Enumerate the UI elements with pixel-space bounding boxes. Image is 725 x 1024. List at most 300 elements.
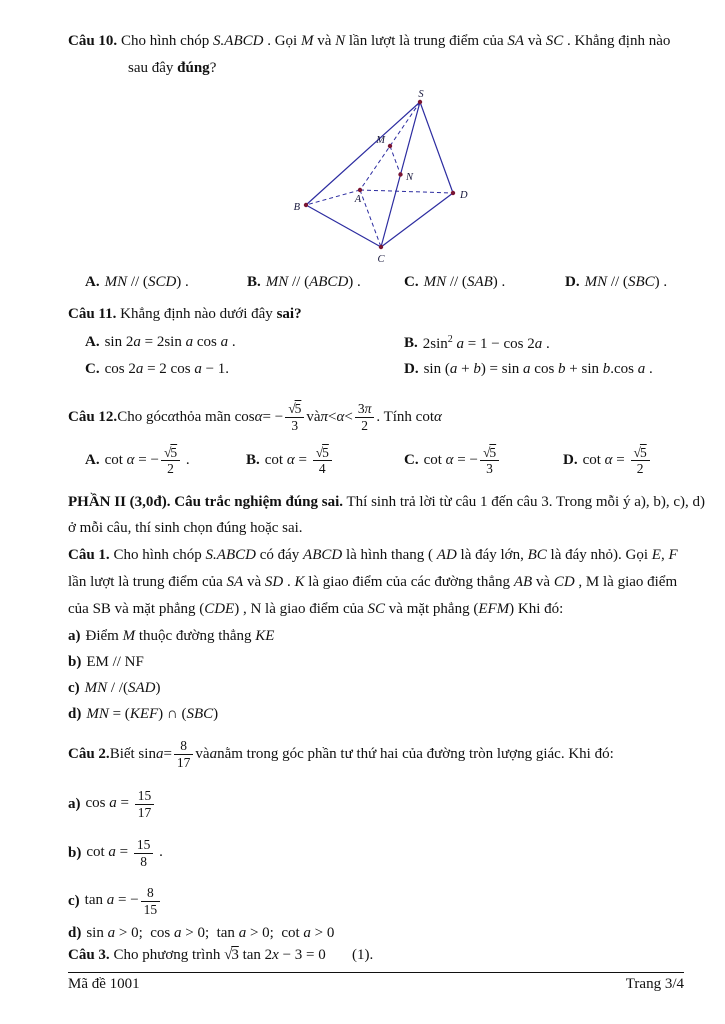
option-formula — [424, 445, 502, 476]
text-run: = — [294, 452, 311, 469]
text-run: S.ABCD — [213, 33, 264, 49]
fraction — [631, 445, 650, 476]
text-run: . — [155, 844, 163, 861]
text-run: M — [122, 628, 136, 644]
text-run: lần lượt là trung điểm của — [68, 574, 227, 590]
fraction-numerator — [631, 445, 650, 461]
text-run: ) Khi đó: — [509, 601, 564, 617]
text-run: 8 — [140, 853, 148, 869]
text-run: ) . — [176, 274, 189, 290]
text-run: Câu 2. — [68, 745, 110, 762]
text-run: . Gọi — [263, 33, 301, 49]
part-2-header-line-2 — [68, 520, 303, 537]
option-formula — [424, 274, 506, 291]
radical-sign: √ — [482, 445, 490, 460]
text-run: ) — [213, 706, 219, 722]
text-run: SAD — [128, 680, 156, 696]
text-run: AB — [513, 574, 533, 590]
text-run: E, F — [651, 547, 678, 563]
p2-question-1-line-2 — [68, 574, 677, 591]
text-run: α — [434, 408, 442, 425]
p2-q2-item-c — [68, 881, 162, 921]
text-run: 3 — [291, 417, 299, 433]
vertex-N — [398, 172, 402, 176]
text-run: 8 — [147, 885, 154, 901]
text-run: ) = sin — [480, 361, 524, 377]
text-run: a — [523, 361, 531, 377]
item-text — [86, 837, 163, 868]
text-run: 17 — [137, 804, 152, 820]
text-run: 3 — [486, 461, 493, 477]
text-run: Biết sin — [109, 745, 156, 762]
q10-option-d — [565, 274, 667, 291]
edge-SD — [420, 102, 453, 193]
text-run: = − — [114, 892, 139, 909]
q11-option-a — [85, 334, 236, 351]
text-run: . — [182, 452, 190, 469]
text-run: α — [336, 408, 345, 425]
text-run: a — [238, 925, 247, 941]
radical — [164, 445, 177, 460]
fraction-numerator — [285, 401, 304, 417]
radicand — [489, 445, 496, 460]
text-run: α — [286, 452, 295, 469]
item-text — [86, 628, 275, 644]
text-run: a — [106, 892, 115, 909]
option-formula — [105, 274, 189, 291]
radicand — [170, 445, 177, 460]
text-run: − 3 = 0 — [278, 947, 326, 963]
text-run: > 0; tan — [181, 925, 239, 941]
text-run: M — [300, 33, 314, 49]
text-run: sau đây — [128, 60, 178, 76]
text-run: BC — [527, 547, 547, 563]
text-run: x — [272, 947, 279, 963]
item-letter: a) — [68, 628, 81, 644]
text-run: a — [109, 795, 117, 812]
option-formula — [585, 274, 668, 291]
p2-q1-item-d — [68, 706, 218, 723]
text-run: cot — [582, 452, 605, 469]
option-letter: C. — [85, 361, 100, 377]
text-run: a — [108, 844, 116, 861]
vertex-A — [358, 188, 362, 192]
fraction-numerator — [355, 401, 375, 417]
question-11-options-row-2 — [68, 361, 698, 387]
text-run: MN — [104, 274, 128, 290]
radical — [224, 947, 239, 963]
text-run: < — [344, 408, 353, 425]
text-run: < — [328, 408, 337, 425]
text-run: SA — [226, 574, 244, 590]
question-10-options — [68, 274, 698, 300]
radical-sign: √ — [163, 445, 171, 460]
text-run: a — [135, 361, 144, 377]
text-run: π — [320, 408, 329, 425]
text-run: a — [303, 925, 311, 941]
fraction-denominator — [161, 461, 180, 476]
text-run: a — [185, 334, 194, 350]
option-formula — [583, 445, 652, 476]
text-run: cos — [530, 361, 559, 377]
text-run: 5 — [170, 445, 178, 460]
p2-question-2-title — [68, 733, 614, 775]
text-run: b — [473, 361, 481, 377]
text-run: MN — [423, 274, 447, 290]
fraction-denominator — [631, 461, 650, 476]
edge-BC — [306, 205, 381, 247]
text-run: 3 — [231, 947, 239, 963]
footer-rule — [68, 972, 684, 973]
text-run: và — [532, 574, 554, 590]
text-run: 2 — [636, 461, 644, 477]
text-run: .cos — [610, 361, 638, 377]
text-run: ) . — [654, 274, 668, 290]
p2-question-1-line-3 — [68, 601, 563, 618]
text-run: a — [209, 745, 218, 762]
question-11-options-row-1 — [68, 334, 698, 360]
text-run: EM // NF — [86, 654, 144, 670]
text-run: Câu 3. — [68, 947, 110, 963]
vertex-label-N: N — [406, 172, 414, 183]
text-run: Câu 12. — [68, 408, 118, 425]
text-run: Cho hình chóp — [109, 547, 206, 563]
question-12-options — [68, 441, 698, 489]
fraction-denominator — [135, 805, 155, 820]
text-run: a — [456, 336, 465, 352]
edge-AC-dashed — [360, 190, 381, 247]
option-letter: A. — [85, 334, 100, 350]
text-run: Điểm — [85, 628, 123, 644]
q12-option-b — [246, 445, 334, 476]
fraction-denominator — [285, 418, 304, 433]
text-run: nằm trong góc phần tư thứ hai của đường tròn lượng giác. Khi đó: — [217, 745, 614, 762]
page-footer — [68, 976, 684, 993]
text-run: và mặt phẳng ( — [385, 601, 479, 617]
text-run: MN — [584, 274, 608, 290]
text-run: và — [313, 33, 336, 49]
text-run: lần lượt là trung điểm của — [345, 33, 508, 49]
text-run: a — [155, 745, 164, 762]
text-run: SAB — [466, 274, 493, 290]
text-run: Khẳng định nào dưới đây — [116, 306, 277, 322]
item-text — [86, 654, 144, 670]
text-run: π — [364, 401, 372, 417]
p2-q2-item-b — [68, 833, 163, 873]
text-run: cot — [104, 452, 127, 469]
radical — [483, 445, 496, 460]
text-run: sin ( — [423, 361, 450, 377]
edge-MN-dashed — [390, 146, 401, 175]
text-run: a — [637, 361, 646, 377]
text-run: Câu 11. — [68, 306, 117, 322]
p2-q1-item-b — [68, 654, 144, 671]
text-run: CDE — [204, 601, 235, 617]
text-run: là hình thang ( — [342, 547, 437, 563]
option-letter: D. — [565, 274, 580, 290]
edge-CD — [381, 193, 453, 247]
item-text — [86, 925, 334, 941]
fraction — [313, 445, 332, 476]
radical — [634, 445, 647, 460]
fraction-denominator — [174, 755, 194, 770]
text-run: SCD — [147, 274, 177, 290]
text-run: SA — [507, 33, 525, 49]
text-run: và — [195, 745, 210, 762]
text-run: ) . — [348, 274, 361, 290]
edge-AD-dashed — [360, 190, 453, 193]
question-11-title — [68, 306, 302, 323]
text-run: và — [306, 408, 321, 425]
text-run: sin 2 — [104, 334, 134, 350]
q11-option-c — [85, 361, 229, 378]
item-letter: b) — [68, 844, 82, 861]
q10-option-b — [247, 274, 361, 291]
text-run: a — [133, 334, 141, 350]
text-run: α — [604, 452, 613, 469]
text-run: . — [542, 336, 550, 352]
text-run: CD — [553, 574, 575, 590]
text-run: 2 — [361, 417, 368, 433]
item-text — [85, 885, 163, 916]
text-run: SC — [367, 601, 386, 617]
pyramid-figure — [285, 88, 475, 275]
fraction — [134, 837, 154, 868]
item-text — [86, 706, 218, 722]
text-run: 5 — [639, 445, 647, 460]
radicand — [322, 445, 329, 460]
option-letter: B. — [246, 452, 260, 469]
fraction-denominator — [313, 461, 332, 476]
text-run: ? — [209, 60, 217, 76]
text-run: có đáy — [255, 547, 304, 563]
text-run: là đáy lớn, — [456, 547, 528, 563]
text-run: α — [126, 452, 135, 469]
text-run: + — [457, 361, 474, 377]
text-run: cos — [85, 795, 110, 812]
text-run: . Khẳng định nào — [563, 33, 671, 49]
text-run: cos — [193, 334, 221, 350]
text-run: SBC — [186, 706, 214, 722]
fraction-numerator — [480, 445, 499, 461]
text-run: Thí sinh trả lời từ câu 1 đến câu 3. Trong mỗi ý a), b), c), d) — [343, 494, 706, 510]
text-run: là đáy nhỏ). Gọi — [546, 547, 652, 563]
text-run: (1). — [325, 947, 374, 963]
text-run: MN — [86, 706, 109, 722]
vertex-label-A: A — [354, 194, 362, 205]
text-run: 15 — [137, 788, 152, 804]
q11-option-b — [404, 334, 550, 353]
text-run: Cho phương trình — [109, 947, 225, 963]
text-run: = 2sin — [140, 334, 186, 350]
text-run: b — [558, 361, 566, 377]
fraction — [285, 401, 304, 432]
text-run: = — [116, 795, 133, 812]
text-run: PHẦN II (3,0đ). Câu trắc nghiệm đúng sai. — [68, 494, 344, 510]
text-run: ở mỗi câu, thí sinh chọn đúng hoặc sai. — [68, 520, 303, 536]
text-run: a — [449, 361, 458, 377]
pyramid-svg — [285, 88, 475, 270]
vertex-label-S: S — [418, 89, 424, 100]
text-run: MN — [84, 680, 108, 696]
fraction-denominator — [480, 461, 499, 476]
exam-code: Mã đề 1001 — [68, 976, 140, 992]
item-text — [86, 788, 157, 819]
option-letter: B. — [404, 335, 418, 351]
text-run: ) . — [492, 274, 506, 290]
text-run: . Tính cot — [376, 408, 435, 425]
option-letter: B. — [247, 274, 261, 290]
p2-q2-item-a — [68, 784, 156, 824]
option-letter: C. — [404, 452, 419, 469]
text-run: > 0 — [310, 925, 335, 941]
vertex-D — [451, 191, 455, 195]
text-run: và — [243, 574, 265, 590]
q12-option-c — [404, 445, 501, 476]
fraction — [141, 885, 161, 916]
vertex-S — [418, 100, 422, 104]
option-formula — [105, 361, 229, 378]
fraction — [174, 738, 194, 769]
q10-option-c — [404, 274, 505, 291]
text-run: 2 — [447, 334, 453, 345]
text-run: 15 — [143, 901, 158, 917]
fraction-numerator — [141, 885, 161, 901]
text-run: 2sin — [422, 336, 448, 352]
text-run: α — [167, 408, 176, 425]
text-run: 3 — [357, 401, 365, 417]
text-run: = — [163, 745, 172, 762]
q10-option-a — [85, 274, 189, 291]
text-run: = — [115, 844, 132, 861]
vertex-label-M: M — [376, 135, 385, 146]
fraction-numerator — [161, 445, 180, 461]
text-run: Cho hình chóp — [117, 33, 214, 49]
item-letter: c) — [68, 892, 80, 909]
text-run: SC — [545, 33, 564, 49]
text-run: ) ∩ ( — [158, 706, 187, 722]
text-run: tan 2 — [238, 947, 273, 963]
text-run: > 0; cos — [115, 925, 174, 941]
option-letter: A. — [85, 274, 100, 290]
text-run: α — [445, 452, 454, 469]
text-run: SBC — [627, 274, 655, 290]
radical-sign: √ — [633, 445, 640, 460]
text-run: ) — [155, 680, 161, 696]
text-run: 5 — [322, 445, 329, 460]
text-run: = ( — [108, 706, 130, 722]
text-run: KE — [255, 628, 275, 644]
vertex-label-C: C — [377, 254, 385, 265]
text-run: sin — [86, 925, 108, 941]
option-formula — [105, 445, 190, 476]
q12-option-a — [85, 445, 190, 476]
text-run: Câu 10. — [68, 33, 118, 49]
vertex-label-B: B — [293, 202, 300, 213]
vertex-label-D: D — [460, 190, 468, 201]
p2-question-3-title — [68, 947, 373, 964]
question-10-line-1 — [68, 33, 670, 50]
question-10-line-2 — [128, 60, 216, 77]
text-run: 2 — [167, 461, 174, 477]
text-run: cot — [86, 844, 109, 861]
part-2-header-line-1 — [68, 494, 705, 511]
text-run: ABCD — [309, 274, 349, 290]
text-run: là giao điểm của các đường thẳng — [304, 574, 514, 590]
text-run: = 2 cos — [143, 361, 195, 377]
text-run: 5 — [489, 445, 497, 460]
p2-q1-item-c — [68, 680, 161, 697]
vertex-C — [379, 245, 383, 249]
p2-q1-item-a — [68, 628, 274, 645]
edge-SB — [306, 102, 420, 205]
radicand — [231, 947, 239, 963]
text-run: α — [254, 408, 263, 425]
radicand — [640, 445, 647, 460]
text-run: cot — [423, 452, 446, 469]
text-run: a — [173, 925, 182, 941]
text-run: // ( — [288, 274, 310, 290]
text-run: . — [645, 361, 653, 377]
text-run: − 1. — [201, 361, 230, 377]
text-run: // ( — [127, 274, 148, 290]
text-run: a — [194, 361, 202, 377]
option-formula — [265, 445, 334, 476]
q11-option-d — [404, 361, 653, 378]
fraction — [161, 445, 180, 476]
text-run: đúng — [177, 60, 210, 76]
text-run: . — [228, 334, 236, 350]
text-run: tan — [84, 892, 107, 909]
radical-sign: √ — [315, 445, 323, 460]
fraction-numerator — [313, 445, 332, 461]
text-run: a — [220, 334, 229, 350]
text-run: N — [335, 33, 346, 49]
text-run: // ( — [607, 274, 628, 290]
text-run: ) , N là giao điểm của — [234, 601, 368, 617]
fraction-numerator — [134, 837, 154, 853]
item-letter: a) — [68, 795, 81, 812]
text-run: ABCD — [303, 547, 343, 563]
text-run: a — [107, 925, 116, 941]
text-run: / /( — [107, 680, 128, 696]
page-number: Trang 3/4 — [625, 976, 684, 992]
text-run: = − — [134, 452, 159, 469]
fraction — [480, 445, 499, 476]
text-run: Cho góc — [117, 408, 168, 425]
text-run: = − — [453, 452, 478, 469]
radical-sign: √ — [288, 401, 295, 417]
option-formula — [266, 274, 361, 291]
text-run: EFM — [478, 601, 510, 617]
item-text — [85, 680, 161, 696]
text-run: = — [612, 452, 629, 469]
option-formula — [423, 334, 550, 353]
text-run: 15 — [136, 837, 151, 853]
p2-question-1-line-1 — [68, 547, 678, 564]
text-run: = 1 − cos 2 — [464, 336, 535, 352]
p2-q2-item-d — [68, 925, 334, 942]
text-run: + sin — [565, 361, 603, 377]
fraction — [135, 788, 155, 819]
option-formula — [424, 361, 653, 378]
radicand — [295, 401, 302, 416]
text-run: , M là giao điểm — [574, 574, 678, 590]
text-run: sai? — [276, 306, 302, 322]
text-run: = − — [262, 408, 284, 425]
text-run: cot — [264, 452, 287, 469]
fraction-numerator — [174, 738, 194, 754]
